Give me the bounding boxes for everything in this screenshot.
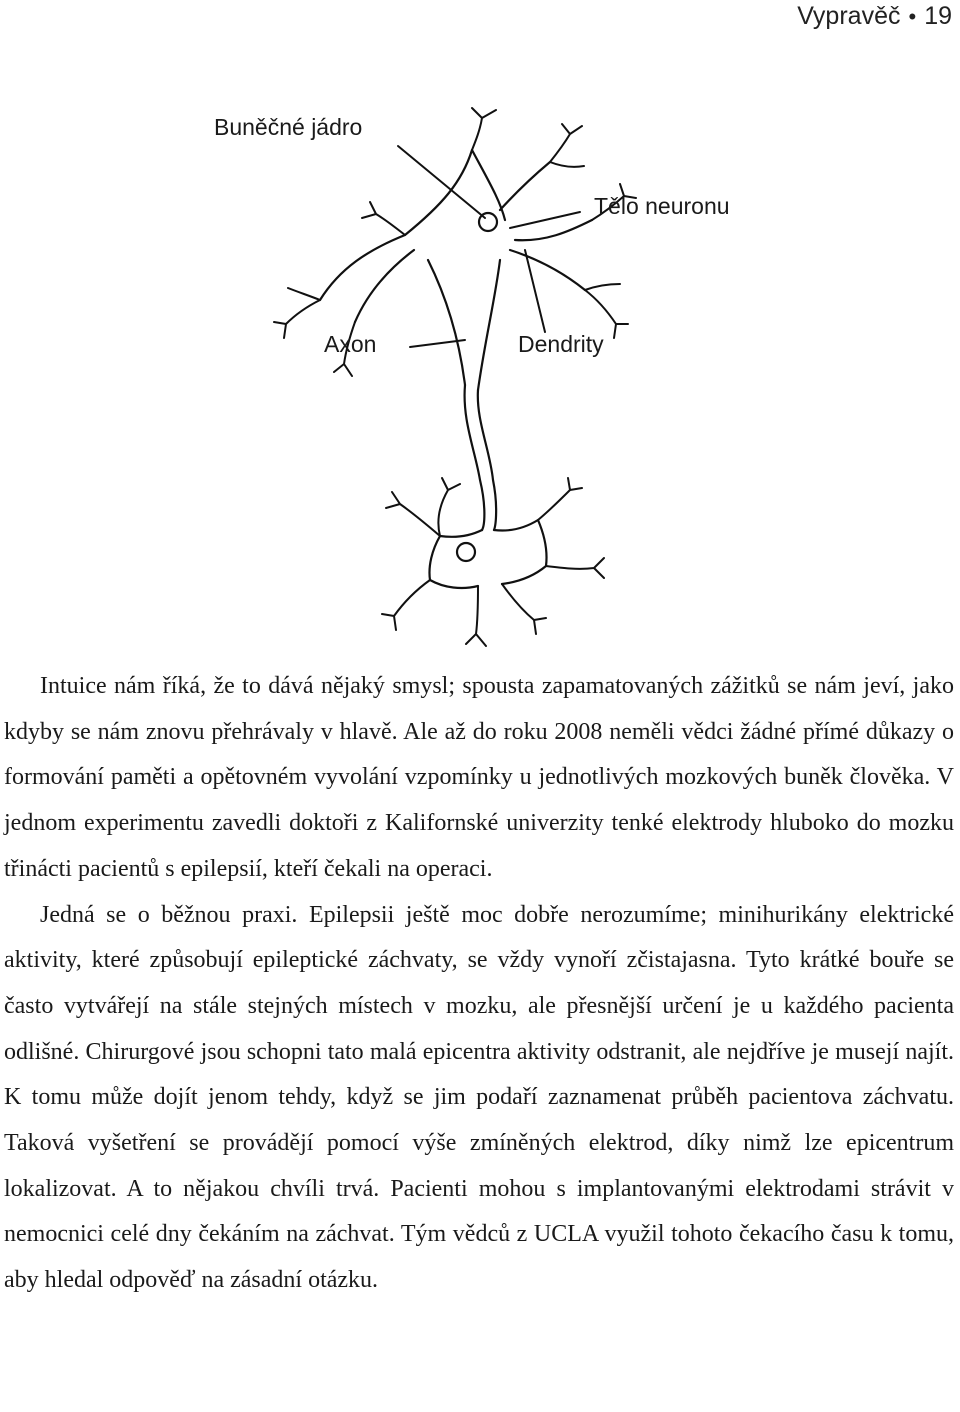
header-title: Vypravěč bbox=[797, 2, 901, 30]
label-axon: Axon bbox=[324, 331, 377, 357]
lower-nucleus bbox=[457, 543, 475, 561]
neuron-figure bbox=[200, 100, 780, 660]
lower-cell-body bbox=[429, 520, 546, 588]
neuron-illustration bbox=[200, 100, 780, 660]
label-dendrites: Dendrity bbox=[518, 331, 604, 357]
page-number: 19 bbox=[924, 2, 952, 30]
label-nucleus: Buněčné jádro bbox=[214, 114, 363, 140]
paragraph-2: Jedná se o běžnou praxi. Epilepsii ještě moc dobře nerozumíme; minihurikány elektrické aktivity, které způsobují epileptické záchvaty, se vždy vynoří zčistajasna. Tyto krátké bouře se často vytvářejí na stále stejných místech v mozku, ale přesnější určení je u každého pacienta odlišné. Chirurgové jsou schopni tato malá epicentra aktivity odstranit, ale nejdříve je musejí najít. K tomu může dojít jenom tehdy, když se jim podaří zaznamenat průběh pacientova záchvatu. Taková vyšetření se provádějí pomocí výše zmíněných elektrod, díky nimž lze epicentrum lokalizovat. A to nějakou chvíli trvá. Pacienti mohou s implantovanými elektrodami strávit v nemocnici celé dny čekáním na záchvat. Tým vědců z UCLA využil tohoto čekacího času k tomu, aby hledal odpověď na zásadní otázku. bbox=[4, 901, 954, 1294]
cell-body-leader-line bbox=[510, 212, 580, 228]
axon-outline bbox=[465, 385, 497, 530]
lower-dendrites bbox=[382, 478, 604, 646]
label-cell-body: Tělo neuronu bbox=[594, 193, 730, 219]
nucleus-leader-line bbox=[398, 146, 485, 218]
running-header bbox=[797, 2, 952, 31]
body-text bbox=[4, 664, 954, 1304]
paragraph-1: Intuice nám říká, že to dává nějaký smysl; spousta zapamatovaných zážitků se nám jeví, jako kdyby se nám znovu přehrávaly v hlavě. Ale až do roku 2008 neměli vědci žádné přímé důkazy o formování paměti a opětovném vyvolání vzpomínky u jednotlivých mozkových buněk člověka. V jednom experimentu zavedli doktoři z Kalifornské univerzity tenké elektrody hluboko do mozku třinácti pacientů s epilepsií, kteří čekali na operaci. bbox=[4, 673, 954, 882]
header-separator: • bbox=[908, 4, 917, 29]
